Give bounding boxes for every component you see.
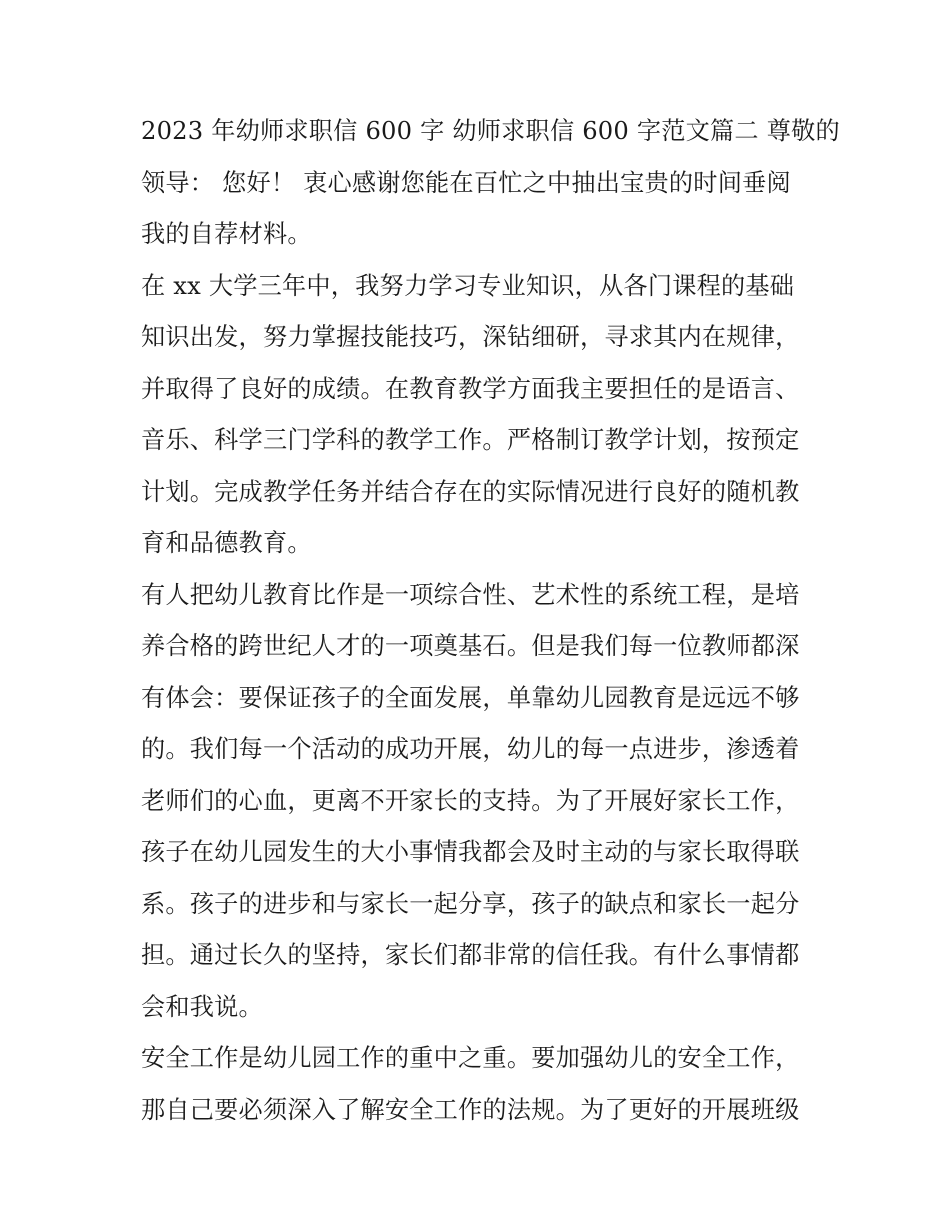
text-line: 老师们的心血，更离不开家长的支持。为了开展好家长工作， [141, 786, 800, 815]
text-line: 计划。完成教学任务并结合存在的实际情况进行良好的随机教 [141, 477, 800, 506]
text-line: 系。孩子的进步和与家长一起分享，孩子的缺点和家长一起分 [141, 889, 800, 918]
text-line: 养合格的跨世纪人才的一项奠基石。但是我们每一位教师都深 [141, 632, 800, 660]
text-line: 担。通过长久的坚持，家长们都非常的信任我。有什么事情都 [141, 941, 800, 969]
text-line: 孩子在幼儿园发生的大小事情我都会及时主动的与家长取得联 [141, 838, 800, 866]
paragraph-parents [141, 570, 813, 1034]
document-body [141, 106, 840, 1136]
paragraph-university [141, 261, 813, 570]
text-line: 我的自荐材料。 [141, 220, 312, 248]
paragraph-intro [141, 106, 840, 261]
text-line: 有人把幼儿教育比作是一项综合性、艺术性的系统工程，是培 [141, 580, 800, 609]
text-line: 音乐、科学三门学科的教学工作。严格制订教学计划，按预定 [141, 426, 800, 454]
text-line: 2023 年幼师求职信 600 字 幼师求职信 600 字范文篇二 尊敬的 [141, 117, 840, 145]
text-line: 的。我们每一个活动的成功开展，幼儿的每一点进步，渗透着 [141, 735, 800, 763]
text-line: 安全工作是幼儿园工作的重中之重。要加强幼儿的安全工作， [141, 1044, 800, 1072]
text-line: 那自己要必须深入了解安全工作的法规。为了更好的开展班级 [141, 1095, 800, 1124]
text-line: 知识出发，努力掌握技能技巧，深钻细研，寻求其内在规律， [141, 323, 800, 351]
text-line: 领导： 您好！ 衷心感谢您能在百忙之中抽出宝贵的时间垂阅 [141, 168, 791, 197]
text-line: 会和我说。 [141, 992, 263, 1021]
text-line: 在 xx 大学三年中，我努力学习专业知识，从各门课程的基础 [141, 271, 795, 300]
text-line: 有体会：要保证孩子的全面发展，单靠幼儿园教育是远远不够 [141, 683, 800, 712]
text-line: 并取得了良好的成绩。在教育教学方面我主要担任的是语言、 [141, 374, 800, 403]
text-line: 育和品德教育。 [141, 529, 312, 557]
paragraph-safety [141, 1033, 813, 1136]
